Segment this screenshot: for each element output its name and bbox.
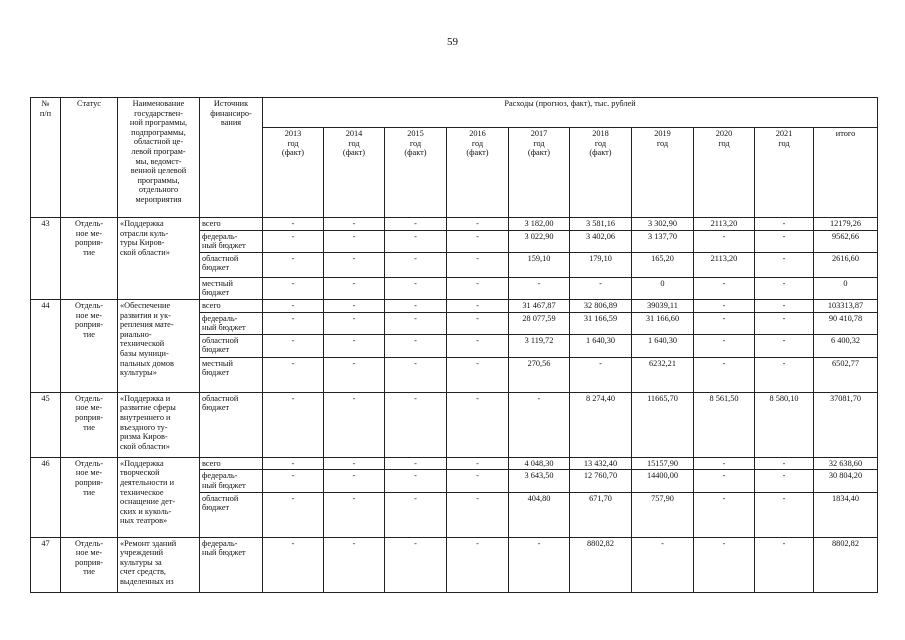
row-total-value: 12179,26	[814, 218, 878, 231]
row-funding-source: федераль- ный бюджет	[200, 312, 263, 334]
expenses-table	[30, 97, 878, 593]
row-funding-source: всего	[200, 457, 263, 470]
row-number: 43	[31, 218, 61, 300]
row-year-value: -	[755, 357, 814, 392]
row-year-value: 15157,90	[632, 457, 694, 470]
row-funding-source: местный бюджет	[200, 277, 263, 299]
row-year-value: -	[755, 334, 814, 357]
row-year-value: 3 643,50	[509, 470, 570, 492]
row-year-value: 1 640,30	[570, 334, 632, 357]
header-year: 2014 год (факт)	[324, 128, 385, 218]
header-total: итого	[814, 128, 878, 218]
row-year-value: -	[570, 357, 632, 392]
row-total-value: 90 410,78	[814, 312, 878, 334]
row-year-value: 0	[632, 277, 694, 299]
row-year-value: -	[694, 299, 755, 312]
row-funding-source: всего	[200, 299, 263, 312]
row-year-value: -	[263, 299, 324, 312]
row-year-value: -	[694, 470, 755, 492]
row-year-value: 31 467,87	[509, 299, 570, 312]
row-year-value: -	[755, 252, 814, 277]
row-year-value: -	[324, 277, 385, 299]
row-year-value: 39039,11	[632, 299, 694, 312]
row-year-value: -	[694, 537, 755, 592]
row-year-value: 8802,82	[570, 537, 632, 592]
row-total-value: 8802,82	[814, 537, 878, 592]
row-program-name: «Поддержка и развитие сферы внутреннего и въездного ту- ризма Киров- ской области»	[118, 392, 200, 457]
row-year-value: -	[570, 277, 632, 299]
table-body	[31, 218, 878, 593]
row-year-value: 179,10	[570, 252, 632, 277]
row-year-value: -	[509, 392, 570, 457]
row-number: 47	[31, 537, 61, 592]
row-year-value: -	[324, 357, 385, 392]
row-year-value: -	[324, 392, 385, 457]
row-number: 44	[31, 299, 61, 392]
row-year-value: 3 119,72	[509, 334, 570, 357]
row-year-value: -	[263, 537, 324, 592]
row-year-value: -	[694, 312, 755, 334]
row-funding-source: областной бюджет	[200, 252, 263, 277]
row-year-value: -	[447, 334, 509, 357]
row-year-value: -	[324, 457, 385, 470]
row-year-value: 757,90	[632, 492, 694, 537]
row-year-value: 4 048,30	[509, 457, 570, 470]
header-year: 2021 год	[755, 128, 814, 218]
table-row	[31, 457, 878, 470]
row-status: Отдель- ное ме- роприя- тие	[61, 537, 118, 592]
row-year-value: -	[385, 299, 447, 312]
row-funding-source: областной бюджет	[200, 392, 263, 457]
row-year-value: -	[755, 277, 814, 299]
row-year-value: -	[755, 470, 814, 492]
row-year-value: -	[447, 252, 509, 277]
row-year-value: 12 760,70	[570, 470, 632, 492]
row-total-value: 37081,70	[814, 392, 878, 457]
row-number: 46	[31, 457, 61, 537]
row-year-value: 11665,70	[632, 392, 694, 457]
row-year-value: -	[447, 357, 509, 392]
row-program-name: «Поддержка отрасли куль- туры Киров- ской области»	[118, 218, 200, 300]
row-year-value: -	[385, 457, 447, 470]
row-year-value: 3 182,00	[509, 218, 570, 231]
row-year-value: 165,20	[632, 252, 694, 277]
row-program-name: «Обеспечение развития и ук- репления мате- риально- технической базы муници- пальных домов культуры»	[118, 299, 200, 392]
row-year-value: -	[447, 470, 509, 492]
row-year-value: 3 137,70	[632, 230, 694, 252]
table-row	[31, 218, 878, 231]
row-program-name: «Ремонт зданий учреждений культуры за счет средств, выделенных из	[118, 537, 200, 592]
row-year-value: -	[447, 218, 509, 231]
row-year-value: -	[694, 492, 755, 537]
row-total-value: 9562,66	[814, 230, 878, 252]
row-funding-source: областной бюджет	[200, 492, 263, 537]
row-year-value: 13 432,40	[570, 457, 632, 470]
row-year-value: -	[324, 470, 385, 492]
row-year-value: -	[385, 312, 447, 334]
row-year-value: -	[447, 299, 509, 312]
row-year-value: -	[385, 357, 447, 392]
row-year-value: -	[447, 457, 509, 470]
row-total-value: 30 804,20	[814, 470, 878, 492]
row-year-value: -	[694, 357, 755, 392]
row-year-value: 32 806,89	[570, 299, 632, 312]
row-year-value: -	[385, 470, 447, 492]
row-funding-source: областной бюджет	[200, 334, 263, 357]
row-year-value: -	[385, 334, 447, 357]
row-funding-source: федераль- ный бюджет	[200, 537, 263, 592]
row-total-value: 6502,77	[814, 357, 878, 392]
row-year-value: -	[324, 492, 385, 537]
row-year-value: -	[755, 299, 814, 312]
row-year-value: -	[263, 312, 324, 334]
row-year-value: 2113,20	[694, 218, 755, 231]
header-year: 2020 год	[694, 128, 755, 218]
row-year-value: -	[385, 230, 447, 252]
row-year-value: -	[263, 230, 324, 252]
page-number: 59	[447, 36, 458, 48]
row-year-value: -	[447, 392, 509, 457]
row-year-value: -	[385, 537, 447, 592]
header-year: 2016 год (факт)	[447, 128, 509, 218]
row-year-value: 404,80	[509, 492, 570, 537]
row-year-value: -	[324, 218, 385, 231]
row-funding-source: местный бюджет	[200, 357, 263, 392]
row-year-value: -	[263, 357, 324, 392]
row-year-value: -	[385, 492, 447, 537]
row-year-value: 3 022,90	[509, 230, 570, 252]
header-year: 2018 год (факт)	[570, 128, 632, 218]
row-number: 45	[31, 392, 61, 457]
row-year-value: 31 166,60	[632, 312, 694, 334]
row-status: Отдель- ное ме- роприя- тие	[61, 299, 118, 392]
row-year-value: -	[263, 470, 324, 492]
header-status: Статус	[61, 98, 118, 218]
row-year-value: 31 166,59	[570, 312, 632, 334]
row-year-value: 6232,21	[632, 357, 694, 392]
row-year-value: -	[263, 492, 324, 537]
row-year-value: -	[385, 392, 447, 457]
row-year-value: 3 302,90	[632, 218, 694, 231]
header-year: 2017 год (факт)	[509, 128, 570, 218]
row-year-value: -	[447, 492, 509, 537]
row-year-value: -	[263, 218, 324, 231]
table-row	[31, 392, 878, 457]
header-year: 2013 год (факт)	[263, 128, 324, 218]
header-name: Наименование государствен- ной программы, подпрограммы, областной це- левой програм- мы, ведомст- венной целевой программы, отдельного мероприятия	[118, 98, 200, 218]
row-year-value: -	[324, 312, 385, 334]
row-year-value: 2113,20	[694, 252, 755, 277]
row-year-value: -	[263, 334, 324, 357]
row-year-value: 3 581,16	[570, 218, 632, 231]
row-year-value: 3 402,06	[570, 230, 632, 252]
row-year-value: -	[755, 537, 814, 592]
row-year-value: 1 640,30	[632, 334, 694, 357]
row-year-value: -	[324, 334, 385, 357]
row-year-value: -	[263, 252, 324, 277]
row-funding-source: всего	[200, 218, 263, 231]
row-year-value: -	[324, 252, 385, 277]
row-funding-source: федераль- ный бюджет	[200, 230, 263, 252]
row-year-value: -	[694, 230, 755, 252]
row-funding-source: федераль- ный бюджет	[200, 470, 263, 492]
row-year-value: 8 274,40	[570, 392, 632, 457]
row-year-value: -	[755, 457, 814, 470]
row-year-value: -	[694, 457, 755, 470]
row-year-value: -	[755, 492, 814, 537]
row-total-value: 103313,87	[814, 299, 878, 312]
row-total-value: 2616,60	[814, 252, 878, 277]
row-year-value: -	[447, 230, 509, 252]
row-year-value: -	[755, 218, 814, 231]
row-year-value: -	[385, 218, 447, 231]
row-year-value: -	[447, 277, 509, 299]
header-year: 2019 год	[632, 128, 694, 218]
row-status: Отдель- ное ме- роприя- тие	[61, 392, 118, 457]
row-year-value: 159,10	[509, 252, 570, 277]
table-row	[31, 299, 878, 312]
row-year-value: -	[632, 537, 694, 592]
row-year-value: 8 561,50	[694, 392, 755, 457]
row-year-value: -	[694, 334, 755, 357]
row-year-value: -	[385, 252, 447, 277]
row-status: Отдель- ное ме- роприя- тие	[61, 218, 118, 300]
row-year-value: -	[755, 312, 814, 334]
row-total-value: 0	[814, 277, 878, 299]
row-total-value: 1834,40	[814, 492, 878, 537]
row-year-value: -	[694, 277, 755, 299]
header-year: 2015 год (факт)	[385, 128, 447, 218]
header-source: Источник финансиро- вания	[200, 98, 263, 218]
row-year-value: -	[263, 277, 324, 299]
row-year-value: -	[263, 457, 324, 470]
row-year-value: -	[263, 392, 324, 457]
row-total-value: 6 400,32	[814, 334, 878, 357]
row-year-value: 671,70	[570, 492, 632, 537]
row-total-value: 32 638,60	[814, 457, 878, 470]
row-year-value: -	[324, 230, 385, 252]
row-year-value: 8 580,10	[755, 392, 814, 457]
row-year-value: -	[447, 537, 509, 592]
row-year-value: -	[509, 277, 570, 299]
row-year-value: -	[385, 277, 447, 299]
header-expenses: Расходы (прогноз, факт), тыс. рублей	[263, 98, 878, 128]
header-num: № п/п	[31, 98, 61, 218]
row-year-value: 270,56	[509, 357, 570, 392]
table-row	[31, 537, 878, 592]
row-year-value: 28 077,59	[509, 312, 570, 334]
row-year-value: -	[447, 312, 509, 334]
row-year-value: 14400,00	[632, 470, 694, 492]
row-program-name: «Поддержка творческой деятельности и техническое оснащение дет- ских и куколь- ных театров»	[118, 457, 200, 537]
row-year-value: -	[755, 230, 814, 252]
row-year-value: -	[324, 299, 385, 312]
row-year-value: -	[324, 537, 385, 592]
row-year-value: -	[509, 537, 570, 592]
row-status: Отдель- ное ме- роприя- тие	[61, 457, 118, 537]
